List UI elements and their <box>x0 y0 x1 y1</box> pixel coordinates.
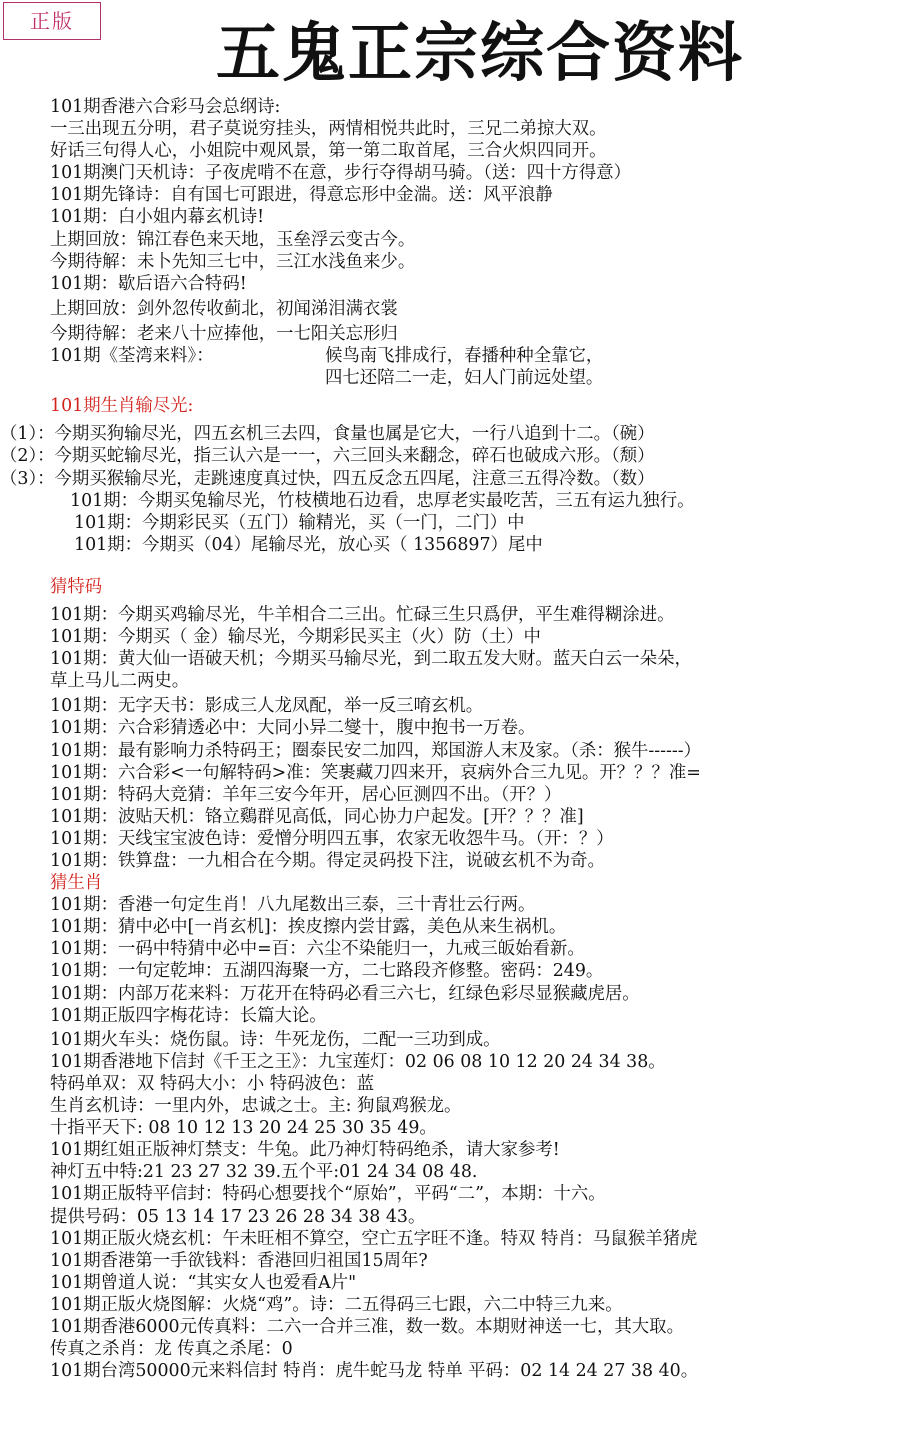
text-line: 101期：六合彩<一句解特码>准：笑裹藏刀四来开，哀病外合三九见。开？？？准= <box>50 762 701 783</box>
text-line: 上期回放：锦江春色来天地，玉垒浮云变古今。 <box>50 229 416 250</box>
text-line: 101期：一句定乾坤：五湖四海聚一方，二七路段齐修整。密码：249。 <box>50 961 604 982</box>
text-line: 101期正版火烧图解：火烧“鸡”。诗：二五得码三七跟，六二中特三九来。 <box>50 1294 623 1315</box>
text-line: 101期：一码中特猜中必中=百：六尘不染能归一，九戒三皈始看新。 <box>50 939 585 960</box>
text-line: 101期：白小姐内幕玄机诗! <box>50 207 265 228</box>
text-line: （3）：今期买猴输尽光，走跳速度真过快，四五反念五四尾，注意三五得冷数。（数） <box>0 468 655 489</box>
section-heading-guess-zodiac: 猜生肖 <box>50 873 103 894</box>
section-heading-loss: 101期生肖输尽光: <box>50 396 194 417</box>
text-line: 一三出现五分明，君子莫说穷挂头，两情相悦共此时，三兄二弟掠大双。 <box>50 119 607 140</box>
taiwan-line-2: 四七还陪二一走，妇人门前远处望。 <box>325 368 604 389</box>
text-line: 上期回放：剑外忽传收蓟北，初闻涕泪满衣裳 <box>50 298 398 319</box>
section-guess-zodiac <box>50 894 900 1382</box>
document-body <box>0 96 900 1382</box>
text-line: 101期：猜中必中[一肖玄机]：挨皮擦内尝甘露，美色从来生祸机。 <box>50 917 567 938</box>
text-line: 101期香港6000元传真料：二六一合并三准，数一数。本期财神送一七，其大取。 <box>50 1316 684 1337</box>
edition-badge: 正版 <box>3 2 101 40</box>
text-line: 今期待解：老来八十应捧他，一七阳关忘形归 <box>50 323 398 344</box>
spacer <box>50 556 900 576</box>
text-line: 传真之杀肖：龙 传真之杀尾：0 <box>50 1339 293 1360</box>
section-guess-code <box>50 604 900 872</box>
taiwan-label: 101期《荃湾来料》： <box>50 346 214 367</box>
text-line: 101期：六合彩猜透必中：大同小异二燮十，腹中抱书一万卷。 <box>50 718 536 739</box>
text-line: 101期正版火烧玄机：午未旺相不算空，空亡五字旺不逢。特双 特肖：马鼠猴羊猪虎 <box>50 1228 698 1249</box>
text-line: 101期：香港一句定生肖！八九尾数出三泰，三十青壮云行两。 <box>50 895 536 916</box>
text-line: 今期待解：未卜先知三七中，三江水浅鱼来少。 <box>50 251 416 272</box>
text-line: 101期火车头：烧伤鼠。诗：牛死龙伤，二配一三功到成。 <box>50 1029 501 1050</box>
text-line: 101期：特码大竞猜：羊年三安今年开，居心叵测四不出。（开？） <box>50 784 562 805</box>
page-title: 五鬼正宗综合资料 <box>216 16 744 91</box>
text-line: 101期：今期彩民买（五门）输精光，买（一门，二门）中 <box>74 512 525 533</box>
text-line: 101期：波贴天机：铬立鷄群见高低，同心协力户起发。[开？？？准] <box>50 806 584 827</box>
text-line: 101期曾道人说：“其实女人也爱看A片" <box>50 1272 357 1293</box>
text-line: 101期：今期买（ 金）输尽光，今期彩民买主（火）防（土）中 <box>50 627 541 648</box>
text-line: 提供号码：05 13 14 17 23 26 28 34 38 43。 <box>50 1206 426 1227</box>
text-line: 101期：最有影响力杀特码王；圈泰民安二加四，郑国游人末及家。（杀：猴牛------） <box>50 740 702 761</box>
text-line: 生肖玄机诗：一里内外，忠诚之士。主: 狗鼠鸡猴龙。 <box>50 1096 462 1117</box>
text-line: 101期：无字天书：影成三人龙凤配，举一反三唷玄机。 <box>50 696 484 717</box>
text-line: （1）：今期买狗输尽光，四五玄机三去四，食量也属是它大，一行八追到十二。（碗） <box>0 424 655 445</box>
text-line: 101期正版特平信封：特码心想要找个“原始”，平码“二”，本期：十六。 <box>50 1184 606 1205</box>
section-heading-guess-code: 猜特码 <box>50 576 103 597</box>
text-line: 神灯五中特:21 23 27 32 39.五个平:01 24 34 08 48. <box>50 1162 478 1183</box>
block-main <box>50 96 900 389</box>
text-line: 101期：黄大仙一语破天机；今期买马输尽光，到二取五发大财。蓝天白云一朵朵， <box>50 649 692 670</box>
text-line: 101期香港六合彩马会总纲诗: <box>50 97 281 117</box>
text-line: 101期先锋诗：自有国七可跟进，得意忘形中金湍。送：风平浪静 <box>50 185 553 206</box>
text-line: 101期：今期买（04）尾输尽光，放心买（ 1356897）尾中 <box>74 534 543 555</box>
text-line: 101期：歇后语六合特码! <box>50 273 247 294</box>
text-line: （2）：今期买蛇输尽光，指三认六是一一，六三回头来翻念，碎石也破成六形。（颓） <box>0 446 655 467</box>
text-line: 101期澳门天机诗：子夜虎啃不在意，步行夺得胡马骑。（送：四十方得意） <box>50 163 631 184</box>
text-line: 101期红姐正版神灯禁支：牛兔。此乃神灯特码绝杀，请大家参考! <box>50 1140 560 1161</box>
section-loss <box>0 423 900 556</box>
taiwan-poem-cont <box>50 367 900 389</box>
text-line: 101期：铁算盘：一九相合在今期。得定灵码投下注，说破玄机不为奇。 <box>50 851 605 871</box>
text-line: 特码单双：双 特码大小：小 特码波色：蓝 <box>50 1073 375 1094</box>
text-line: 101期：今期买兔输尽光，竹枝横地石边看，忠厚老实最吃苦，三五有运九独行。 <box>70 490 695 511</box>
text-line: 十指平天下: 08 10 12 13 20 24 25 30 35 49。 <box>50 1118 437 1139</box>
spacer <box>50 367 325 389</box>
text-line: 好话三句得人心，小姐院中观风景，第一第二取首尾，三合火炽四同开。 <box>50 141 607 162</box>
text-line: 草上马儿二两史。 <box>50 671 190 692</box>
text-line: 101期正版四字梅花诗：长篇大论。 <box>50 1005 327 1026</box>
text-line: 101期：今期买鸡输尽光，牛羊相合二三出。忙碌三生只爲伊，平生难得糊涂进。 <box>50 604 675 625</box>
taiwan-line-1: 候鸟南飞排成行，春播种种全靠它， <box>325 346 604 367</box>
text-line: 101期：天线宝宝波色诗：爱憎分明四五事，农家无收怨牛马。（开：？） <box>50 828 614 849</box>
text-line: 101期台湾50000元来料信封 特肖：虎牛蛇马龙 特单 平码：02 14 24 27 38 40。 <box>50 1361 699 1382</box>
text-line: 101期香港地下信封《千王之王》：九宝莲灯：02 06 08 10 12 20 24 34 38。 <box>50 1051 666 1072</box>
text-line: 101期：内部万花来料：万花开在特码必看三六七，红绿色彩尽显猴藏虎居。 <box>50 983 640 1004</box>
taiwan-poem <box>50 345 900 367</box>
text-line: 101期香港第一手欲钱料：香港回归祖国15周年? <box>50 1250 428 1271</box>
